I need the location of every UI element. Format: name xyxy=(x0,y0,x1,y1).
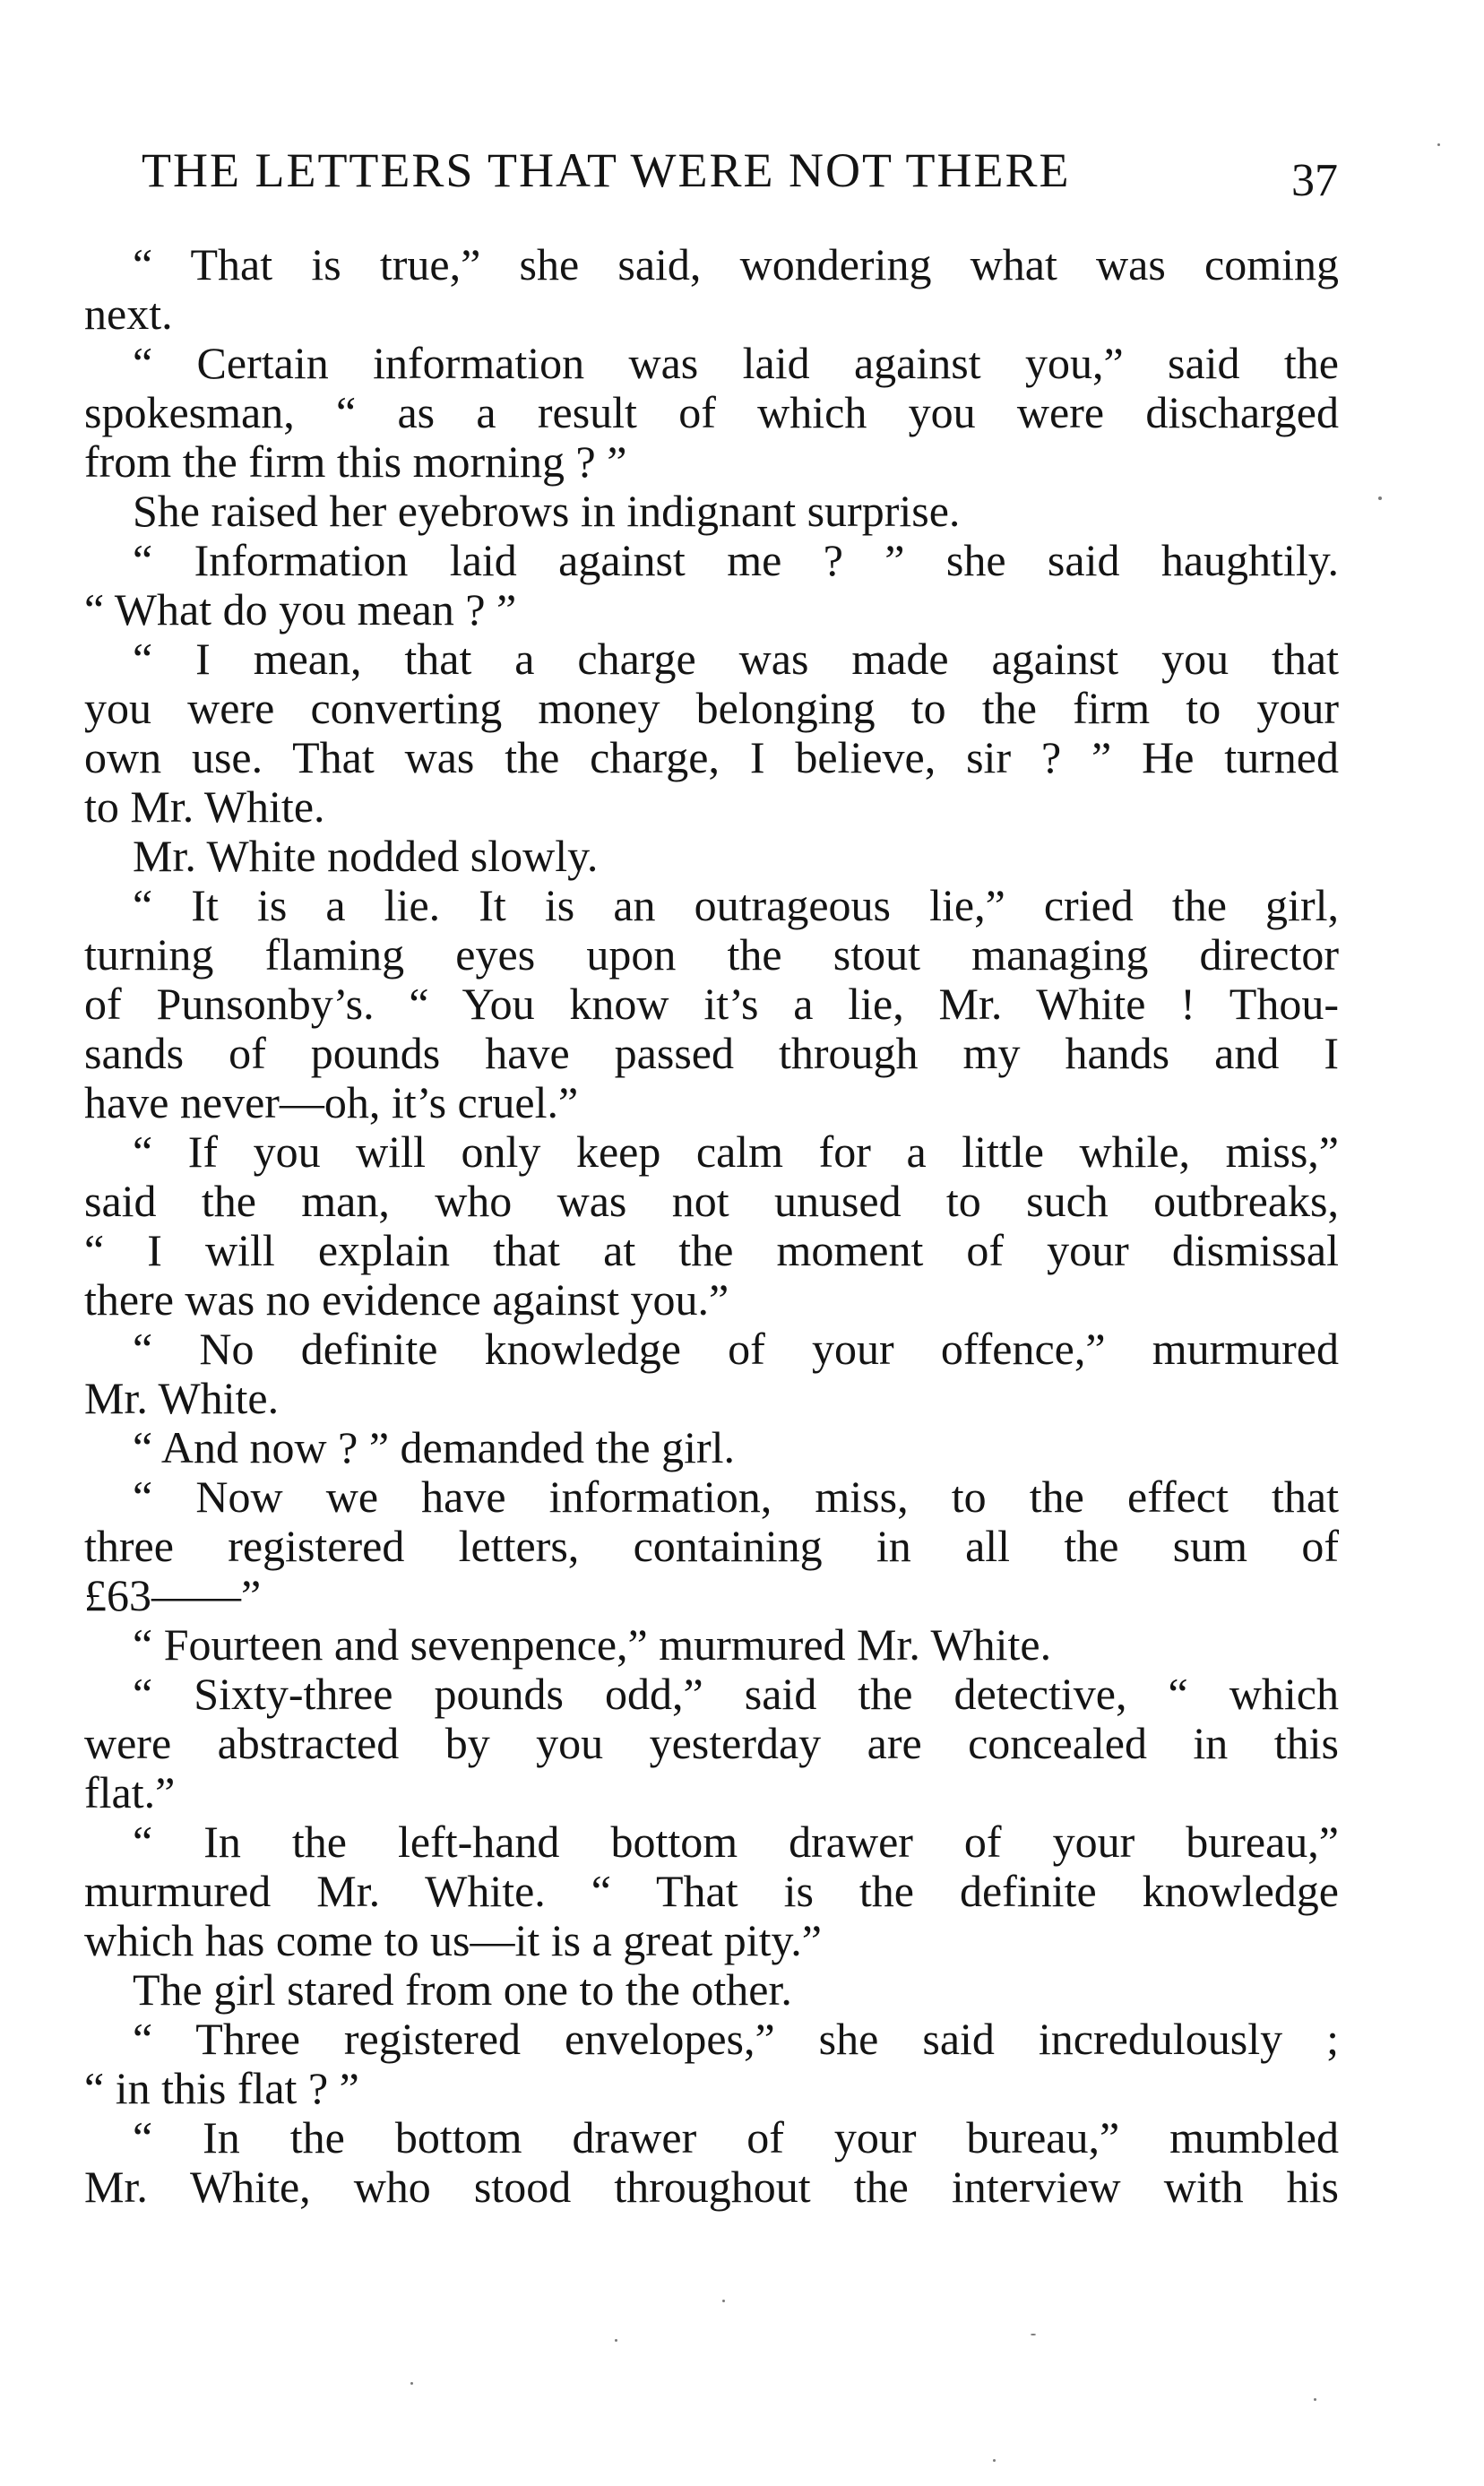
text-line: “ Three registered envelopes,” she said incredulously ; xyxy=(133,2014,1339,2064)
text-line: “ In the left-hand bottom drawer of your bureau,” xyxy=(133,1817,1339,1867)
scan-speck xyxy=(1378,496,1382,500)
scan-speck xyxy=(615,2339,617,2342)
text-line: “ I mean, that a charge was made against you that xyxy=(133,634,1339,684)
text-line: which has come to us—it is a great pity.” xyxy=(84,1915,822,1965)
scan-speck xyxy=(1031,2334,1036,2335)
text-line: “ In the bottom drawer of your bureau,” mumbled xyxy=(133,2112,1339,2162)
text-line: to Mr. White. xyxy=(84,781,325,832)
text-line: turning flaming eyes upon the stout managing director xyxy=(84,929,1339,980)
text-line: “ No definite knowledge of your offence,” murmured xyxy=(133,1324,1339,1374)
text-line: “ And now ? ” demanded the girl. xyxy=(133,1422,736,1472)
text-line: £63——” xyxy=(84,1570,262,1620)
text-line: spokesman, “ as a result of which you were discharged xyxy=(84,387,1339,437)
text-line: “ Now we have information, miss, to the effect that xyxy=(133,1472,1339,1522)
text-line: “ What do you mean ? ” xyxy=(84,584,517,634)
text-line: you were converting money belonging to the firm to your xyxy=(84,683,1339,733)
text-line: there was no evidence against you.” xyxy=(84,1274,729,1325)
scan-speck xyxy=(1314,2398,1316,2401)
text-line: Mr. White nodded slowly. xyxy=(133,831,599,881)
text-line: “ If you will only keep calm for a little while, miss,” xyxy=(133,1126,1339,1177)
scan-speck xyxy=(410,2382,413,2385)
text-line: were abstracted by you yesterday are concealed in this xyxy=(84,1718,1339,1768)
text-line: Mr. White. xyxy=(84,1373,280,1423)
body-text xyxy=(84,240,1339,2212)
scan-speck xyxy=(1437,143,1440,146)
text-line: “ Certain information was laid against you,” said the xyxy=(133,338,1339,388)
running-header xyxy=(142,134,1338,206)
text-line: said the man, who was not unused to such outbreaks, xyxy=(84,1176,1339,1226)
text-line: “ Fourteen and sevenpence,” murmured Mr. White. xyxy=(133,1619,1052,1670)
text-line: from the firm this morning ? ” xyxy=(84,436,627,487)
text-line: murmured Mr. White. “ That is the definite knowledge xyxy=(84,1866,1339,1916)
text-line: Mr. White, who stood throughout the interview with his xyxy=(84,2162,1339,2212)
text-line: “ It is a lie. It is an outrageous lie,” cried the girl, xyxy=(133,880,1339,930)
text-line: own use. That was the charge, I believe, sir ? ” He turned xyxy=(84,732,1339,782)
text-line: “ Sixty-three pounds odd,” said the detective, “ which xyxy=(133,1669,1339,1719)
text-line: have never—oh, it’s cruel.” xyxy=(84,1077,579,1127)
text-line: “ I will explain that at the moment of your dismissal xyxy=(84,1225,1339,1275)
text-line: of Punsonby’s. “ You know it’s a lie, Mr. White ! Thou- xyxy=(84,979,1339,1029)
page-number: 37 xyxy=(1291,155,1338,206)
text-line: “ in this flat ? ” xyxy=(84,2063,359,2113)
scan-speck xyxy=(993,2459,996,2462)
text-line: flat.” xyxy=(84,1767,176,1817)
text-line: next. xyxy=(84,289,173,339)
text-line: The girl stared from one to the other. xyxy=(133,1964,792,2015)
text-line: She raised her eyebrows in indignant surprise. xyxy=(133,486,961,536)
text-line: “ Information laid against me ? ” she said haughtily. xyxy=(133,535,1339,585)
running-title: THE LETTERS THAT WERE NOT THERE xyxy=(142,143,1071,197)
text-line: three registered letters, containing in all the sum of xyxy=(84,1521,1339,1571)
text-line: sands of pounds have passed through my hands and I xyxy=(84,1028,1339,1078)
scan-speck xyxy=(722,2300,725,2302)
text-line: “ That is true,” she said, wondering what was coming xyxy=(133,239,1339,289)
